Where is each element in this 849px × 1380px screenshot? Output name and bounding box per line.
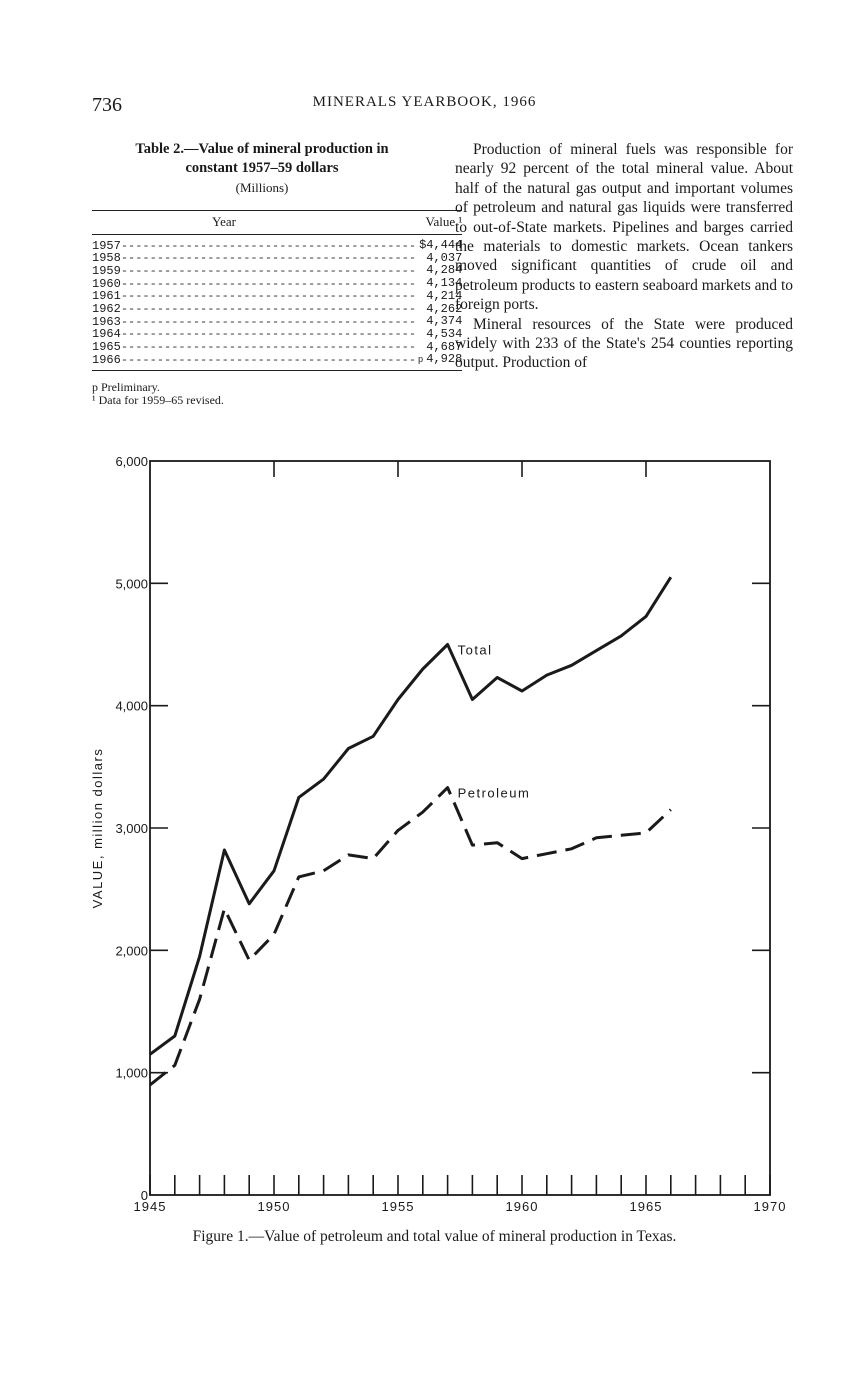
table-value-text: 4,037 (426, 250, 463, 265)
table-row (92, 291, 462, 304)
y-tick-label: 1,000 (115, 1065, 148, 1081)
table-subtitle: (Millions) (235, 180, 289, 195)
table-row (92, 329, 462, 342)
x-tick-label: 1950 (257, 1199, 291, 1214)
x-tick-label: 1970 (753, 1199, 787, 1214)
y-tick-label: 6,000 (115, 454, 148, 469)
footnote-revised: ¹ Data for 1959–65 revised. (92, 393, 224, 408)
series-line-petroleum (150, 785, 671, 1085)
series-label-total: Total (457, 642, 493, 658)
plot-frame (150, 461, 770, 1195)
table-value-text: 4,214 (426, 288, 463, 303)
y-tick-label: 2,000 (115, 943, 148, 959)
x-tick-label: 1960 (505, 1199, 539, 1214)
table-header-row (92, 211, 462, 235)
column-header-value: Value ¹ (416, 211, 462, 235)
preliminary-flag: p (417, 355, 424, 366)
table-row (92, 278, 462, 291)
table-value-text: 4,534 (426, 326, 463, 341)
line-chart (0, 440, 849, 1220)
table-cell-year: 1957 ----- (92, 235, 416, 253)
body-text (455, 140, 793, 373)
paragraph-fuels: Production of mineral fuels was responsible for nearly 92 percent of the total mineral value. About half of the natural gas output and important volumes of petroleum and natural gas liquids were transferred to out-of-State markets. Pipelines and barges carried the materials to domestic markets. Ocean tankers moved significant quantities of crude oil and petroleum products to eastern seaboard markets and to foreign ports. (455, 141, 793, 314)
table-cell-year: 1965 ----- (92, 342, 416, 355)
table-row (92, 304, 462, 317)
table-value-text: 4,374 (426, 314, 463, 329)
chart-axes (150, 461, 770, 1195)
table-cell-year: 1963 ----- (92, 316, 416, 329)
table-value-text: 4,687 (426, 339, 463, 354)
y-tick-label: 3,000 (115, 821, 148, 836)
page-number: 736 (92, 94, 122, 116)
table-value-text: $4,444 (419, 238, 463, 252)
x-tick-label: 1965 (629, 1199, 663, 1214)
chart-labels (90, 454, 786, 1214)
table-row (92, 342, 462, 355)
table-value-text: 4,284 (426, 263, 463, 278)
series-label-petroleum: Petroleum (457, 785, 531, 801)
chart-frame (150, 461, 770, 1195)
series-line-total (150, 577, 671, 1054)
table-cell-year: 1960 ----- (92, 278, 416, 291)
table-row (92, 265, 462, 278)
table-body (92, 235, 462, 371)
table-row (92, 354, 462, 370)
y-tick-label: 4,000 (115, 698, 148, 714)
table-block (92, 140, 463, 408)
table-title-line-2: constant 1957–59 dollars (185, 160, 339, 176)
table-cell-year: 1959 ----- (92, 265, 416, 278)
table-title-line-1: Table 2.—Value of mineral production in (135, 141, 389, 157)
table-row (92, 253, 462, 266)
x-tick-label: 1955 (381, 1199, 415, 1214)
running-title: MINERALS YEARBOOK, 1966 (312, 94, 537, 110)
y-tick-label: 0 (140, 1188, 148, 1203)
table-cell-year: 1958 ----- (92, 253, 416, 266)
table-row (92, 235, 462, 253)
value-table (92, 210, 462, 371)
paragraph-resources: Mineral resources of the State were produced widely with 233 of the State's 254 counties reporting output. Production of (455, 315, 793, 372)
column-header-year: Year (92, 211, 416, 235)
x-tick-label: 1945 (133, 1199, 167, 1214)
table-value-text: 4,928 (426, 352, 463, 367)
table-value-text: 4,134 (426, 276, 463, 291)
table-cell-year: 1962 ----- (92, 304, 416, 317)
chart-series (150, 577, 671, 1085)
table-cell-year: 1964 ----- (92, 329, 416, 342)
figure-caption: Figure 1.—Value of petroleum and total value of mineral production in Texas. (192, 1228, 677, 1245)
table-cell-year: 1961 ----- (92, 291, 416, 304)
footnote-preliminary: p Preliminary. (92, 380, 160, 395)
y-axis-label: VALUE, million dollars (90, 747, 105, 909)
table-footnotes (92, 381, 432, 407)
table-row (92, 316, 462, 329)
y-tick-label: 5,000 (115, 576, 148, 592)
table-cell-year: 1966 ----- (92, 354, 416, 370)
table-value-text: 4,262 (426, 301, 463, 316)
table-title (92, 140, 432, 178)
